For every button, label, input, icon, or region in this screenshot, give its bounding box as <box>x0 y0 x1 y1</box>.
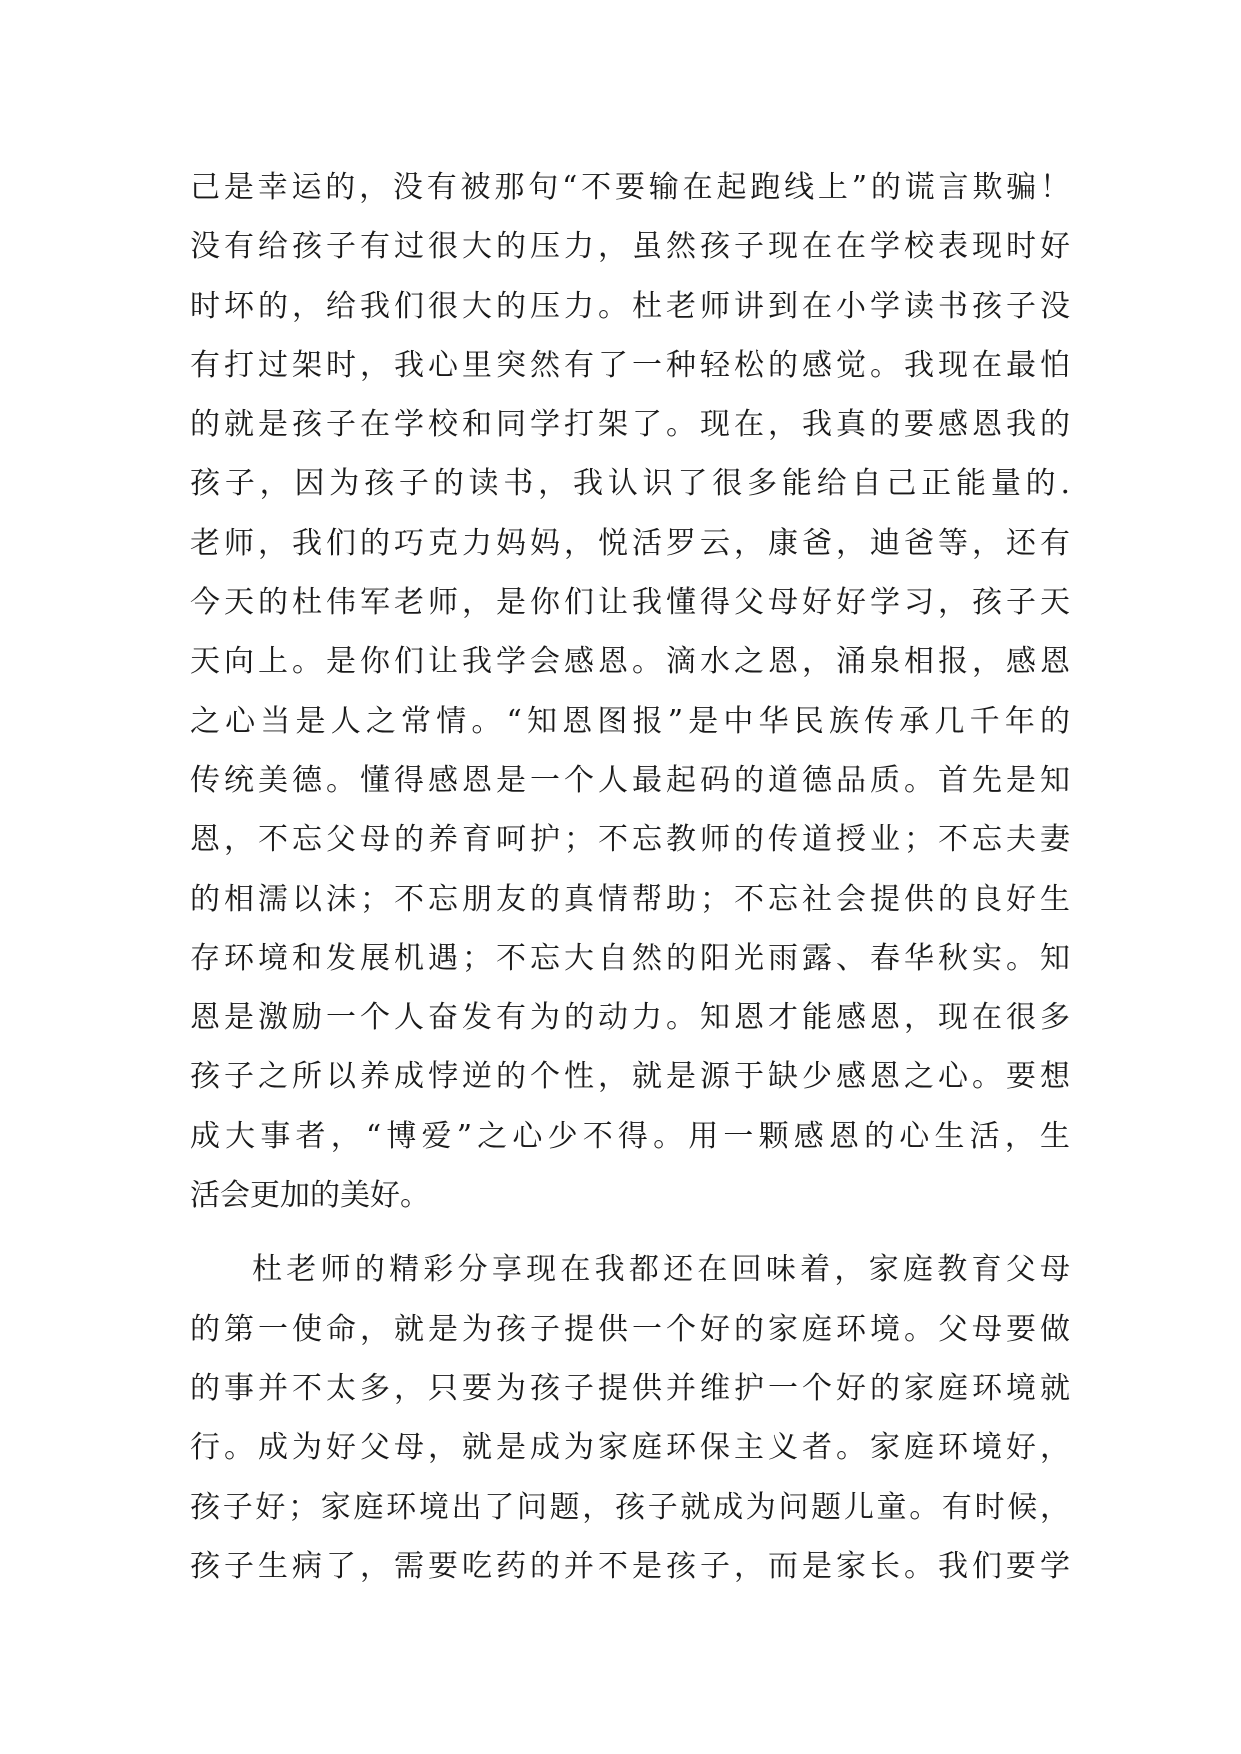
text-line: 存环境和发展机遇；不忘大自然的阳光雨露、春华秋实。知 <box>190 940 1070 976</box>
text-line: 老师，我们的巧克力妈妈，悦活罗云，康爸，迪爸等，还有 <box>190 525 1070 561</box>
text-line: 之心当是人之常情。“知恩图报”是中华民族传承几千年的 <box>190 703 1070 739</box>
text-line: 天向上。是你们让我学会感恩。滴水之恩，涌泉相报，感恩 <box>190 644 1070 680</box>
text-line: 活会更加的美好。 <box>190 1178 430 1214</box>
text-line: 恩是激励一个人奋发有为的动力。知恩才能感恩，现在很多 <box>190 1000 1070 1036</box>
text-line: 时坏的，给我们很大的压力。杜老师讲到在小学读书孩子没 <box>190 288 1070 324</box>
text-line: 孩子生病了，需要吃药的并不是孩子，而是家长。我们要学 <box>190 1548 1070 1584</box>
text-line: 孩子，因为孩子的读书，我认识了很多能给自己正能量的. <box>190 466 1070 502</box>
text-line: 恩，不忘父母的养育呵护；不忘教师的传道授业；不忘夫妻 <box>190 822 1070 858</box>
paragraph-2 <box>190 1240 1070 1596</box>
paragraph-1 <box>190 158 1070 1225</box>
text-line: 的就是孩子在学校和同学打架了。现在，我真的要感恩我的 <box>190 407 1070 443</box>
text-line: 孩子好；家庭环境出了问题，孩子就成为问题儿童。有时候， <box>190 1489 1070 1525</box>
text-line: 的相濡以沫；不忘朋友的真情帮助；不忘社会提供的良好生 <box>190 881 1070 917</box>
text-line: 孩子之所以养成悖逆的个性，就是源于缺少感恩之心。要想 <box>190 1059 1070 1095</box>
text-line: 杜老师的精彩分享现在我都还在回味着，家庭教育父母 <box>252 1252 1070 1288</box>
text-line: 的事并不太多，只要为孩子提供并维护一个好的家庭环境就 <box>190 1370 1070 1406</box>
text-line: 今天的杜伟军老师，是你们让我懂得父母好好学习，孩子天 <box>190 585 1070 621</box>
text-line: 有打过架时，我心里突然有了一种轻松的感觉。我现在最怕 <box>190 347 1070 383</box>
text-line: 成大事者，“博爱”之心少不得。用一颗感恩的心生活，生 <box>190 1118 1070 1154</box>
text-line: 传统美德。懂得感恩是一个人最起码的道德品质。首先是知 <box>190 762 1070 798</box>
text-line: 行。成为好父母，就是成为家庭环保主义者。家庭环境好， <box>190 1430 1070 1466</box>
paragraph-spacing <box>190 1225 1070 1240</box>
text-line: 己是幸运的，没有被那句“不要输在起跑线上”的谎言欺骗！ <box>190 170 1070 205</box>
body-text <box>190 158 1070 1596</box>
text-line: 的第一使命，就是为孩子提供一个好的家庭环境。父母要做 <box>190 1311 1070 1347</box>
text-line: 没有给孩子有过很大的压力，虽然孩子现在在学校表现时好 <box>190 229 1070 265</box>
